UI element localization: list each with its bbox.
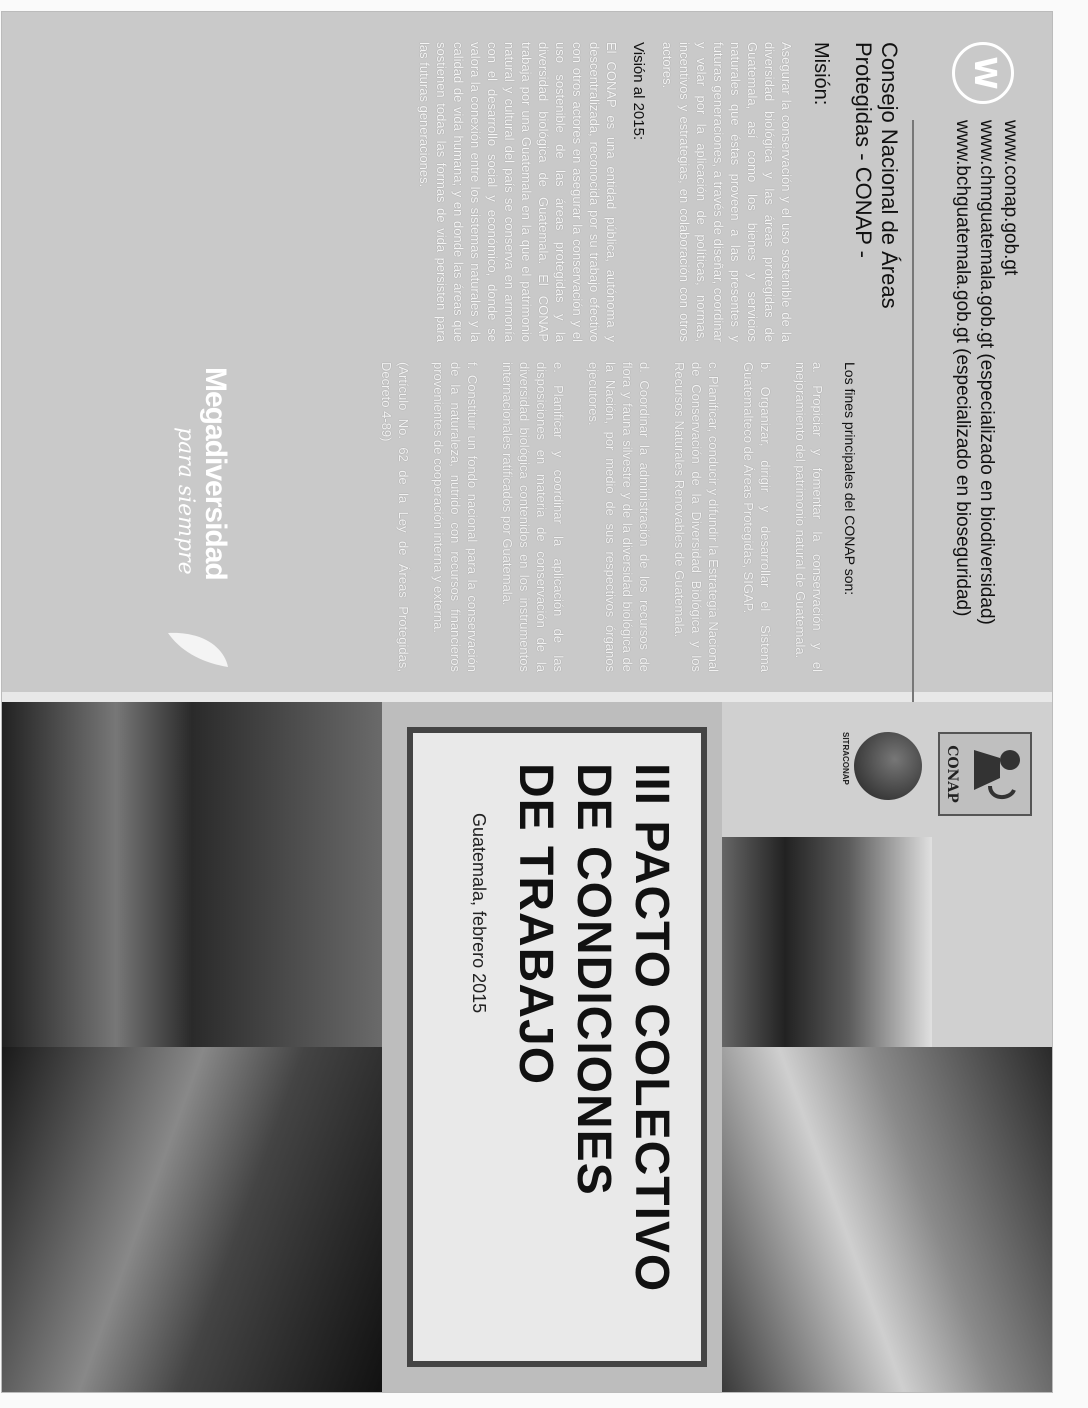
fin-item: d. Coordinar la administración de los recursos de flora y fauna silvestre y de la diversidad biológica de la Nación, por medio de sus respectivos órganos ejecutores.	[586, 362, 652, 672]
brochure	[2, 12, 1052, 1392]
publication-date: Guatemala, febrero 2015	[469, 813, 489, 1014]
fin-item: b. Organizar, dirigir y desarrollar el Sistema Guatemalteco de Áreas Protegidas, SIGAP.	[741, 362, 773, 672]
url-conap[interactable]: www.conap.gob.gt	[1000, 120, 1021, 276]
megadiversidad-logo	[112, 367, 232, 667]
leaf-icon	[162, 627, 232, 671]
url-bch[interactable]: www.bchguatemala.gob.gt (especializado en bioseguridad)	[952, 120, 973, 617]
photo-wetland	[2, 1047, 382, 1392]
vision-text: El CONAP es una entidad pública, autónoma y descentralizada, reconocida por su trabajo efectivo con otros actores en asegurar la conservación y el uso sostenible de las áreas protegidas y la diversidad biológica de Guatemala. El CONAP trabaja por una Guatemala en la que el patrimonio natural y cultural del país se conserva en armonía con el desarrollo social y económico, donde se valora la conexión entre los sistemas naturales y la calidad de vida humana; y en donde las áreas que sostienen todas las formas de vida persisten para las futuras generaciones.	[417, 42, 619, 342]
mision-text: Asegurar la conservación y el uso sostenible de la diversidad biológica y las áreas protegidas de Guatemala, así como los bienes y servicios naturales que éstas proveen a las presentes y futuras generaciones, a través de diseñar, coordinar y velar por la aplicación de políticas, normas, incentivos y estrategias, en colaboración con otros actores.	[660, 42, 794, 342]
sitraconap-logo	[841, 732, 922, 816]
mega-word: Megadiversidad	[199, 367, 232, 580]
article-note: (Artículo No. 62 de la Ley de Áreas Protegidas, Decreto 4-89)	[379, 362, 411, 672]
fin-item: f. Constituir un fondo nacional para la conservación de la naturaleza, nutrido con recursos financieros provenientes de cooperación interna y externa.	[431, 362, 480, 672]
mega-sub: para siempre	[173, 427, 198, 575]
right-column	[365, 362, 902, 672]
conap-logo	[938, 732, 1032, 816]
org-title: Consejo Nacional de Áreas Protegidas - CONAP -	[851, 42, 902, 309]
fin-item: e. Planificar y coordinar la aplicación de las disposiciones en materia de conservación de la diversidad biológica contenidos en los instrumentos internacionales ratificados por Guatemala.	[500, 362, 566, 672]
left-column	[406, 42, 902, 342]
url-chm[interactable]: www.chmguatemala.gob.gt (especializado en biodiversidad)	[976, 120, 997, 625]
mision-heading: Misión:	[810, 42, 832, 106]
title-box	[407, 727, 707, 1367]
photo-waterfall	[722, 1047, 1052, 1392]
web-icon: W	[952, 42, 1014, 104]
photo-lodge	[722, 837, 932, 1047]
globe-icon	[854, 732, 922, 800]
web-links	[912, 42, 1032, 662]
divider	[912, 120, 914, 720]
conap-logo-text: CONAP	[944, 745, 960, 803]
photo-lake	[2, 702, 382, 1047]
fin-item: c. Planificar, conducir y difundir la Estrategia Nacional de Conservación de la Diversidad Biológica y los Recursos Naturales Renovables de Guatemala.	[672, 362, 721, 672]
vision-heading: Visión al 2015:	[630, 42, 647, 141]
back-cover	[2, 12, 1052, 692]
fin-item: a. Propiciar y fomentar la conservación y el mejoramiento del patrimonio natural de Guatemala.	[793, 362, 825, 672]
fines-heading: Los fines principales del CONAP son:	[842, 362, 858, 596]
title-line-2: DE CONDICIONES	[567, 763, 620, 1196]
sitraconap-text: SITRACONAP	[841, 732, 850, 785]
monkey-icon	[970, 734, 1030, 810]
url-list	[950, 120, 1022, 625]
front-cover	[2, 702, 1052, 1392]
title-line-3: DE TRABAJO	[509, 763, 562, 1086]
title-line-1: III PACTO COLECTIVO	[625, 763, 678, 1293]
